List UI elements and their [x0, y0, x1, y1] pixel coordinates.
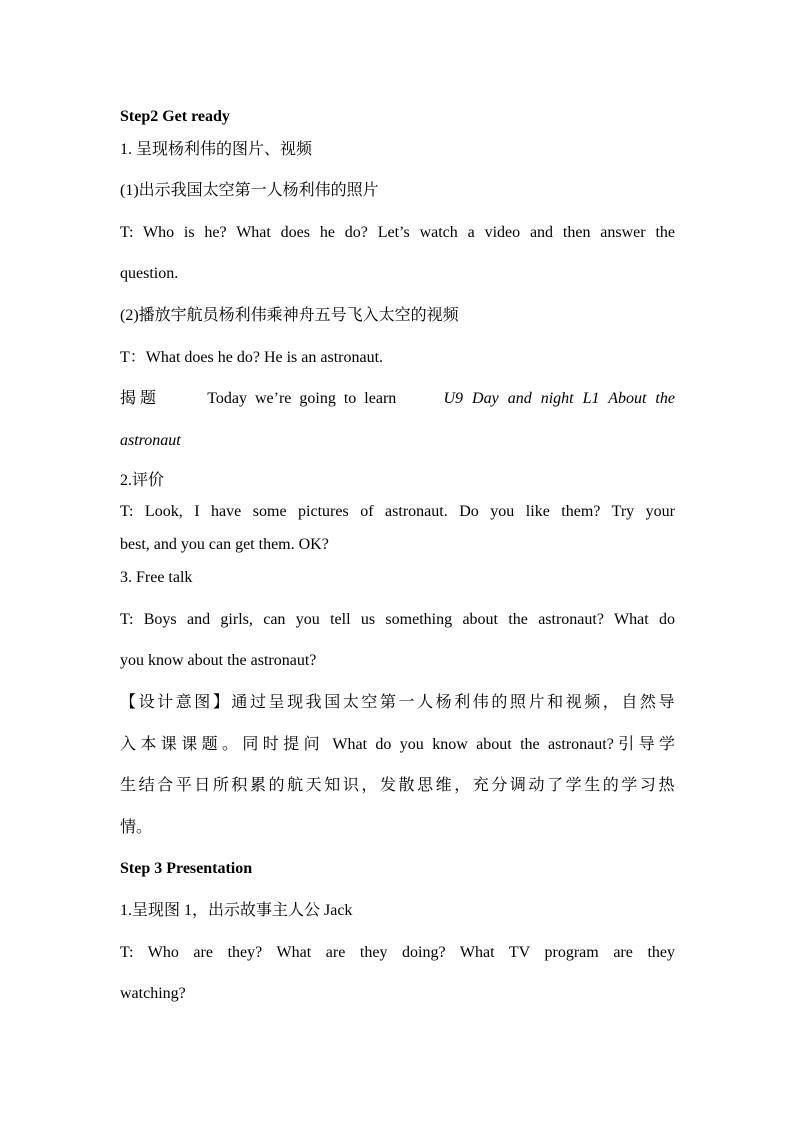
step2-teacher-line-2: T：What does he do? He is an astronaut. [120, 349, 384, 366]
design-intent-line-a: 【设计意图】通过呈现我国太空第一人杨利伟的照片和视频，自然导 [120, 694, 675, 711]
step2-teacher-line-4b: you know about the astronaut? [120, 652, 317, 669]
step2-item-3: 3. Free talk [120, 569, 193, 586]
topic-line [120, 389, 675, 409]
topic-text: Today we’re going to learn [207, 390, 397, 407]
step2-sub-1: (1)出示我国太空第一人杨利伟的照片 [120, 182, 379, 199]
design-intent-line-b: 入本课课题。同时提问 What do you know about the astronaut?引导学 [120, 736, 675, 753]
step2-item-2: 2.评价 [120, 472, 165, 489]
step2-teacher-line-1a: T: Who is he? What does he do? Let’s watch a video and then answer the [120, 224, 675, 241]
step2-sub-2: (2)播放宇航员杨利伟乘神舟五号飞入太空的视频 [120, 307, 459, 324]
design-intent-line-d: 情。 [120, 819, 153, 836]
step2-teacher-line-3b: best, and you can get them. OK? [120, 536, 329, 553]
step3-teacher-line-1a: T: Who are they? What are they doing? What TV program are they [120, 944, 675, 961]
topic-prefix: 揭题 [120, 390, 161, 407]
step2-heading: Step2 Get ready [120, 108, 230, 125]
design-intent-line-c: 生结合平日所积累的航天知识，发散思维，充分调动了学生的学习热 [120, 777, 675, 794]
step3-heading: Step 3 Presentation [120, 860, 253, 877]
step2-teacher-line-4a: T: Boys and girls, can you tell us something about the astronaut? What do [120, 611, 675, 628]
topic-title-b: astronaut [120, 432, 181, 449]
step3-item-1: 1.呈现图 1，出示故事主人公 Jack [120, 902, 353, 919]
step2-teacher-line-3a: T: Look, I have some pictures of astronaut. Do you like them? Try your [120, 503, 675, 520]
step3-teacher-line-1b: watching? [120, 985, 186, 1002]
topic-title-a: U9 Day and night L1 About the [443, 390, 675, 407]
step2-teacher-line-1b: question. [120, 265, 179, 282]
step2-item-1: 1. 呈现杨利伟的图片、视频 [120, 141, 313, 158]
